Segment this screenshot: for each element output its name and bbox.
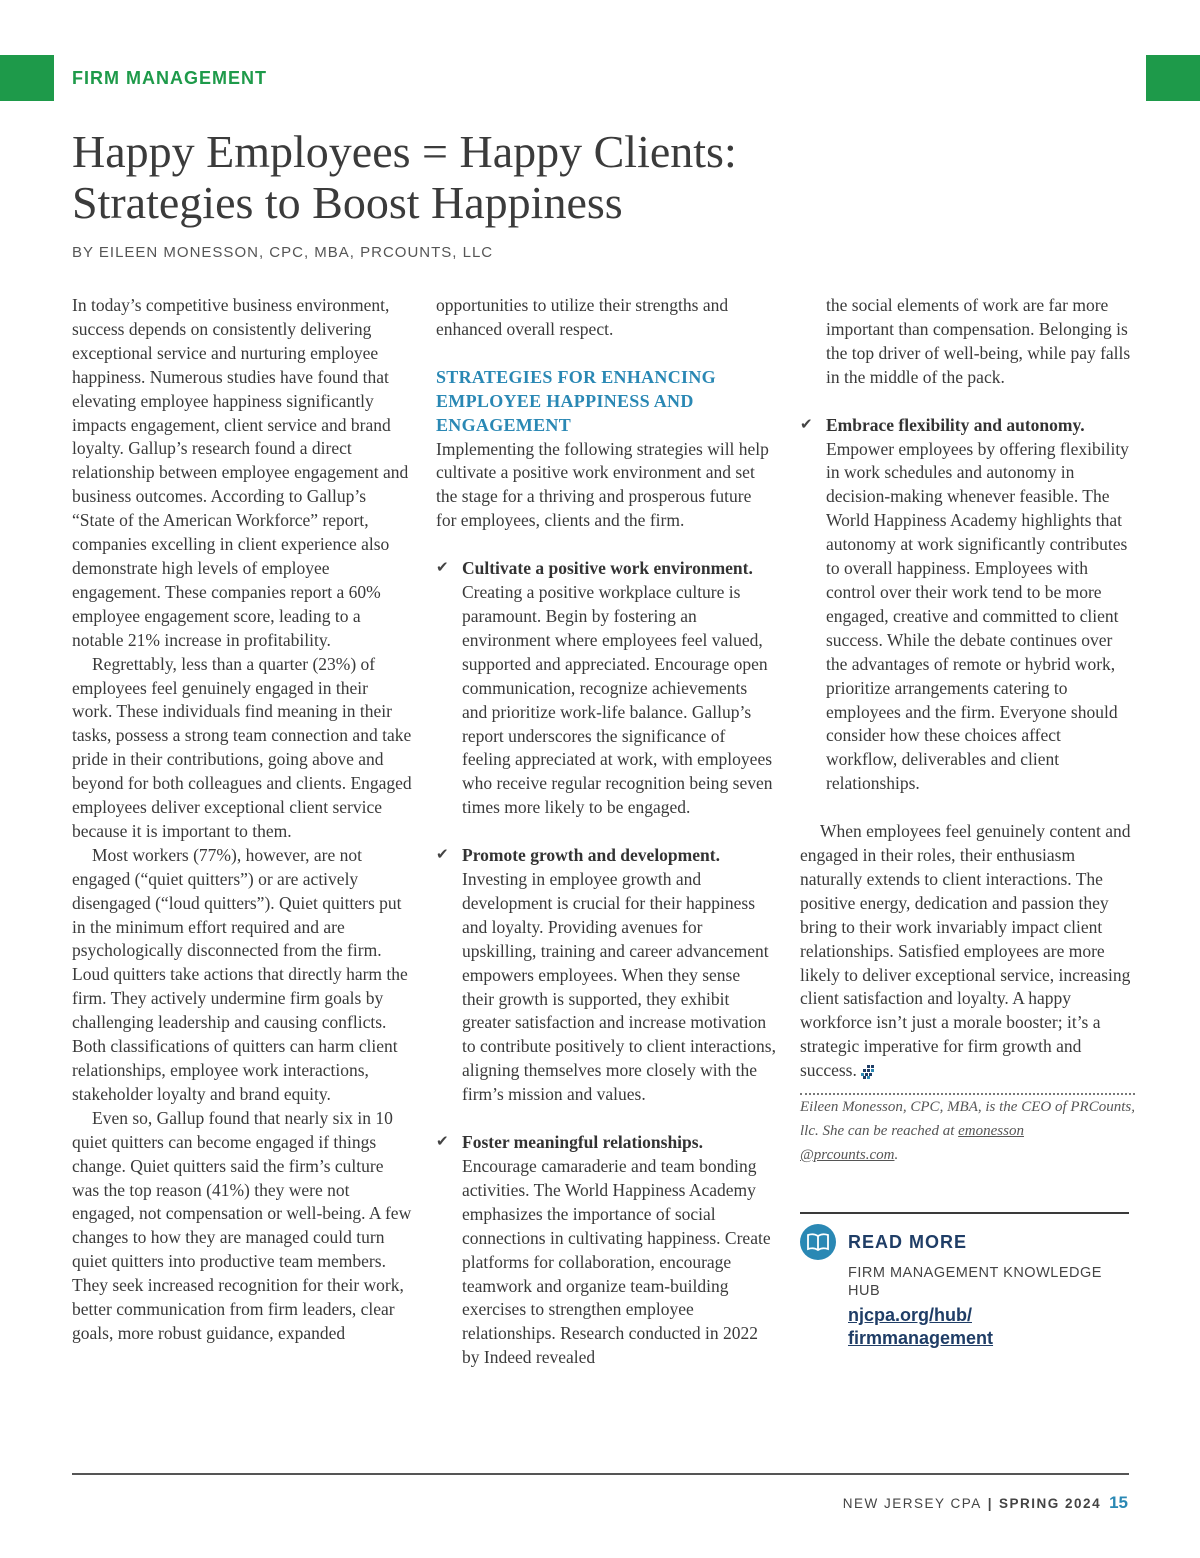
column-3 [800, 294, 1135, 1167]
section-tab-left [0, 55, 54, 101]
strategy-text: Investing in employee growth and development is crucial for their happiness and loyalty. Providing avenues for upskilling, training and career advancement empowers employees. When they sense their growth is supported, they exhibit greater satisfaction and increase motivation to contribute positively to client interactions, aligning themselves more closely with the firm’s mission and values. [462, 869, 776, 1105]
read-more-divider [800, 1212, 1129, 1214]
read-more-heading: READ MORE [848, 1232, 968, 1252]
paragraph: opportunities to utilize their strengths and enhanced overall respect. [436, 295, 729, 339]
end-mark-icon [861, 1065, 875, 1079]
page-number: 15 [1109, 1493, 1128, 1512]
paragraph: Most workers (77%), however, are not engaged (“quiet quitters”) or are actively disengaged (“loud quitters”). Quiet quitters put in the minimum effort required and are psychologically disconnected from the firm. Loud quitters take actions that directly harm the firm. They actively undermine firm goals by challenging leadership and causing conflicts. Both classifications of quitters can harm client relationships, employee work interactions, stakeholder loyalty and brand equity. [72, 844, 408, 1104]
subheading: STRATEGIES FOR ENHANCING EMPLOYEE HAPPINESS AND ENGAGEMENT [436, 366, 716, 435]
footer-separator: | [987, 1496, 994, 1511]
bio-text: Eileen Monesson, CPC, MBA, is the CEO of PRCounts, llc. She can be reached at [800, 1099, 1135, 1140]
paragraph: the social elements of work are far more important than compensation. Belonging is the top driver of well-being, while pay falls in the middle of the pack. [826, 295, 1131, 387]
strategy-item [436, 1131, 776, 1370]
paragraph: Implementing the following strategies will help cultivate a positive work environment and set the stage for a thriving and prosperous future for employees, clients and the firm. [436, 438, 769, 531]
publication-name: NEW JERSEY CPA [842, 1496, 982, 1511]
book-icon [800, 1224, 836, 1260]
checkmark-icon: ✔ [436, 847, 449, 864]
page-footer [843, 1493, 1128, 1513]
checkmark-icon: ✔ [800, 416, 813, 433]
section-tab-right [1146, 55, 1200, 101]
strategy-text: Encourage camaraderie and team bonding activities. The World Happiness Academy emphasizes the importance of social connections in cultivating happiness. Create platforms for collaboration, encourage teamwork and organize team-building exercises to strengthen employee relationships. Research conducted in 2022 by Indeed revealed [462, 1156, 771, 1368]
checkmark-icon: ✔ [436, 560, 449, 577]
paragraph: Even so, Gallup found that nearly six in 10 quiet quitters can become engaged if things change. Quiet quitters said the firm’s culture was the top reason (41%) they were not engaged, not compensation or well-being. A few changes to how they are managed could turn quiet quitters into productive team members. They seek increased recognition for their work, better communication from firm leaders, clear goals, more robust guidance, expanded [72, 1107, 412, 1343]
strategy-text: Creating a positive workplace culture is paramount. Begin by fostering an environment where employees feel valued, supported and appreciated. Encourage open communication, recognize achievements and prioritize work-life balance. Gallup’s report underscores the significance of feeling appreciated at work, with employees who receive regular recognition being seven times more likely to be engaged. [462, 582, 773, 818]
strategy-title: Foster meaningful relationships. [462, 1132, 703, 1153]
author-bio [800, 1095, 1135, 1167]
strategy-title: Embrace flexibility and autonomy. [826, 414, 1085, 435]
link-line-1: njcpa.org/hub/ [848, 1305, 972, 1325]
conclusion-paragraph [800, 820, 1135, 1083]
section-label: FIRM MANAGEMENT [72, 68, 267, 88]
paragraph: Regrettably, less than a quarter (23%) of employees feel genuinely engaged in their work. These individuals find meaning in their tasks, possess a strong team connection and take pride in their contributions, going above and beyond for both colleagues and clients. Engaged employees deliver exceptional client service because it is important to them. [72, 653, 412, 841]
conclusion-text: When employees feel genuinely content and engaged in their roles, their enthusiasm naturally extends to client interactions. The positive energy, dedication and passion they bring to their work invariably impact client relationships. Satisfied employees are more likely to deliver exceptional service, increasing client satisfaction and loyalty. A happy workforce isn’t just a morale booster; it’s a strategic imperative for firm growth and success. [800, 821, 1131, 1081]
article-title [72, 126, 1072, 228]
strategy-item [436, 844, 776, 1107]
email-part-1: emonesson [958, 1123, 1024, 1140]
strategy-title: Promote growth and development. [462, 845, 720, 866]
title-line-2: Strategies to Boost Happiness [72, 177, 623, 228]
footer-divider [72, 1473, 1129, 1475]
email-part-2: @prcounts.com [800, 1147, 895, 1164]
strategy-title: Cultivate a positive work environment. [462, 558, 753, 579]
strategy-text: Empower employees by offering flexibility in work schedules and autonomy in decision-making whenever feasible. The World Happiness Academy highlights that autonomy at work significantly contributes to overall happiness. Employees with control over their work tend to be more engaged, creative and committed to client success. While the debate continues over the advantages of remote or hybrid work, prioritize arrangements catering to employees and the firm. Everyone should consider how these choices affect workflow, deliverables and client relationships. [826, 438, 1129, 794]
checkmark-icon: ✔ [436, 1134, 449, 1151]
link-line-2: firmmanagement [848, 1328, 994, 1348]
column-2 [436, 294, 776, 1370]
byline: BY EILEEN MONESSON, CPC, MBA, PRCOUNTS, LLC [72, 244, 494, 261]
paragraph: In today’s competitive business environment, success depends on consistently delivering exceptional service and nurturing employee happiness. Numerous studies have found that elevating employee happiness significantly impacts engagement, client service and brand loyalty. Gallup’s research found a direct relationship between employee engagement and business outcomes. According to Gallup’s “State of the American Workforce” report, companies excelling in client experience also demonstrate high levels of employee engagement. These companies report a 60% employee engagement score, leading to a notable 21% increase in profitability. [72, 295, 409, 650]
knowledge-hub-link[interactable] [848, 1304, 1108, 1350]
bio-end: . [894, 1147, 899, 1164]
column-1 [72, 294, 412, 1346]
strategy-item [436, 557, 776, 820]
strategy-item [800, 414, 1135, 797]
issue-label: SPRING 2024 [999, 1496, 1102, 1511]
read-more-subtitle: FIRM MANAGEMENT KNOWLEDGE HUB [848, 1265, 1102, 1299]
title-line-1: Happy Employees = Happy Clients: [72, 126, 737, 177]
